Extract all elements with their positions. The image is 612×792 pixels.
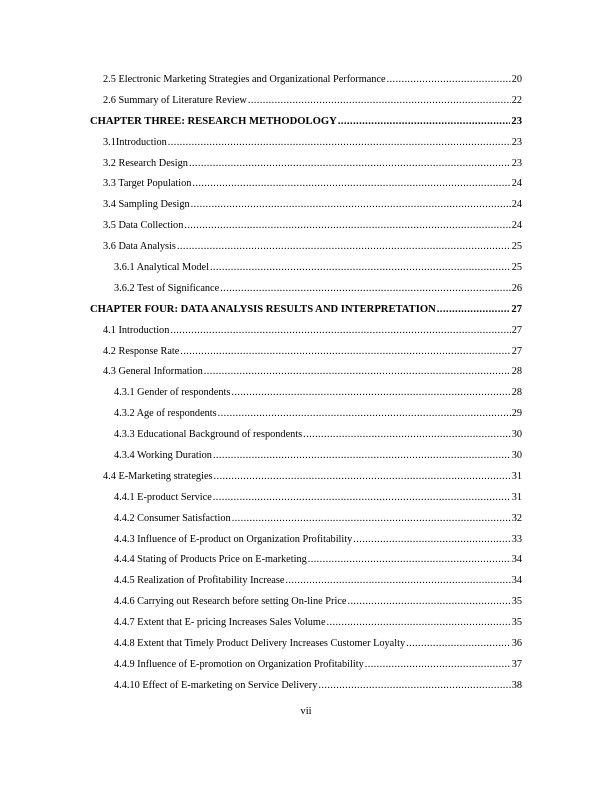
toc-entry-title: 4.3.4 Working Duration — [114, 450, 212, 462]
dot-leader — [231, 383, 510, 404]
toc-entry-page: 20 — [511, 74, 522, 85]
toc-entry[interactable] — [90, 154, 522, 175]
toc-entry-title: 4.2 Response Rate — [103, 345, 180, 357]
dot-leader — [180, 342, 510, 363]
toc-entry[interactable] — [90, 446, 522, 467]
toc-entry[interactable] — [90, 91, 522, 112]
toc-entry[interactable] — [90, 550, 522, 571]
toc-entry-title: 4.4.1 E-product Service — [114, 491, 212, 503]
toc-entry[interactable] — [90, 237, 522, 258]
toc-entry-page: 24 — [511, 178, 522, 190]
dot-leader — [168, 133, 511, 154]
dot-leader — [189, 154, 511, 175]
toc-entry-title: 4.4.10 Effect of E-marketing on Service Delivery — [114, 679, 318, 691]
table-of-contents — [90, 70, 522, 697]
toc-entry-page: 35 — [511, 617, 522, 629]
toc-entry[interactable] — [90, 404, 522, 425]
dot-leader — [213, 488, 511, 509]
toc-chapter-entry[interactable] — [90, 300, 522, 321]
toc-entry[interactable] — [90, 383, 522, 404]
toc-entry[interactable] — [90, 655, 522, 676]
toc-entry-title: 3.6 Data Analysis — [103, 241, 176, 253]
toc-entry-title: CHAPTER FOUR: DATA ANALYSIS RESULTS AND INTERPRETATION — [90, 303, 436, 315]
toc-entry[interactable] — [90, 425, 522, 446]
toc-entry[interactable] — [90, 488, 522, 509]
dot-leader — [204, 362, 511, 383]
toc-entry-page: 22 — [511, 94, 522, 106]
toc-entry-title: 4.4.8 Extent that Timely Product Delivery Increases Customer Loyalty — [114, 638, 406, 650]
toc-entry-page: 27 — [511, 324, 522, 336]
toc-entry-page: 26 — [511, 282, 522, 294]
toc-entry-title: 4.1 Introduction — [103, 324, 170, 336]
dot-leader — [248, 91, 511, 112]
toc-entry-page: 32 — [511, 512, 522, 524]
toc-chapter-entry[interactable] — [90, 112, 522, 133]
dot-leader — [303, 425, 511, 446]
toc-entry[interactable] — [90, 174, 522, 195]
toc-entry[interactable] — [90, 634, 522, 655]
toc-entry-title: 4.4.3 Influence of E-product on Organization Profitability — [114, 533, 353, 545]
toc-entry-page: 30 — [511, 429, 522, 441]
toc-entry-page: 30 — [511, 450, 522, 462]
dot-leader — [365, 655, 511, 676]
dot-leader — [347, 592, 510, 613]
toc-entry-page: 27 — [511, 303, 522, 315]
toc-entry[interactable] — [90, 509, 522, 530]
toc-entry-title: 4.3 General Information — [103, 366, 203, 378]
toc-entry-title: 4.3.2 Age of respondents — [114, 408, 217, 420]
dot-leader — [191, 195, 511, 216]
dot-leader — [192, 174, 510, 195]
toc-entry-title: 3.5 Data Collection — [103, 220, 184, 232]
dot-leader — [220, 279, 511, 300]
page-number: vii — [300, 706, 312, 717]
toc-entry[interactable] — [90, 530, 522, 551]
toc-entry-title: CHAPTER THREE: RESEARCH METHODOLOGY — [90, 115, 337, 127]
toc-entry-title: 3.6.2 Test of Significance — [114, 282, 220, 294]
toc-entry[interactable] — [90, 258, 522, 279]
toc-entry-title: 4.4 E-Marketing strategies — [103, 470, 213, 482]
dot-leader — [184, 216, 510, 237]
toc-entry-title: 2.5 Electronic Marketing Strategies and Organizational Performance — [103, 74, 386, 85]
toc-entry-page: 23 — [511, 136, 522, 148]
dot-leader — [308, 550, 511, 571]
dot-leader — [170, 321, 510, 342]
dot-leader — [285, 571, 510, 592]
toc-entry[interactable] — [90, 216, 522, 237]
toc-entry-page: 31 — [511, 470, 522, 482]
toc-entry[interactable] — [90, 676, 522, 697]
toc-entry-page: 31 — [511, 491, 522, 503]
toc-entry-title: 4.4.6 Carrying out Research before setting On-line Price — [114, 596, 347, 608]
dot-leader — [213, 446, 511, 467]
toc-entry-title: 4.4.9 Influence of E-promotion on Organization Profitability — [114, 658, 364, 670]
toc-entry[interactable] — [90, 342, 522, 363]
toc-entry-title: 4.3.3 Educational Background of respondents — [114, 429, 303, 441]
toc-entry-title: 3.1Introduction — [103, 136, 167, 148]
toc-entry-page: 25 — [511, 262, 522, 274]
dot-leader — [232, 509, 511, 530]
toc-entry[interactable] — [90, 70, 522, 91]
toc-entry[interactable] — [90, 592, 522, 613]
toc-entry-title: 3.3 Target Population — [103, 178, 192, 190]
toc-entry-page: 23 — [511, 157, 522, 169]
toc-entry[interactable] — [90, 321, 522, 342]
toc-entry-page: 38 — [511, 679, 522, 691]
dot-leader — [318, 676, 510, 697]
toc-entry-page: 25 — [511, 241, 522, 253]
toc-entry-page: 27 — [511, 345, 522, 357]
toc-entry-page: 37 — [511, 658, 522, 670]
dot-leader — [338, 112, 511, 133]
dot-leader — [177, 237, 511, 258]
dot-leader — [327, 613, 511, 634]
toc-entry-page: 34 — [511, 554, 522, 566]
toc-entry-title: 4.3.1 Gender of respondents — [114, 387, 231, 399]
dot-leader — [218, 404, 511, 425]
dot-leader — [406, 634, 511, 655]
toc-entry-title: 3.6.1 Analytical Model — [114, 262, 209, 274]
toc-entry-page: 28 — [511, 387, 522, 399]
toc-entry-page: 34 — [511, 575, 522, 587]
toc-entry-title: 4.4.7 Extent that E- pricing Increases Sales Volume — [114, 617, 326, 629]
toc-entry[interactable] — [90, 133, 522, 154]
toc-entry-title: 3.2 Research Design — [103, 157, 188, 169]
toc-entry-title: 4.4.4 Stating of Products Price on E-marketing — [114, 554, 307, 566]
toc-entry-page: 23 — [511, 115, 522, 127]
toc-entry-page: 28 — [511, 366, 522, 378]
dot-leader — [353, 530, 510, 551]
toc-entry[interactable] — [90, 279, 522, 300]
toc-entry-title: 4.4.2 Consumer Satisfaction — [114, 512, 231, 524]
toc-entry-page: 33 — [511, 533, 522, 545]
dot-leader — [214, 467, 511, 488]
toc-entry-page: 24 — [511, 220, 522, 232]
toc-entry-page: 35 — [511, 596, 522, 608]
toc-entry-title: 3.4 Sampling Design — [103, 199, 190, 211]
toc-entry[interactable] — [90, 613, 522, 634]
toc-entry-title: 4.4.5 Realization of Profitability Increase — [114, 575, 285, 587]
toc-entry-page: 29 — [511, 408, 522, 420]
toc-entry[interactable] — [90, 467, 522, 488]
toc-entry[interactable] — [90, 571, 522, 592]
toc-entry-page: 24 — [511, 199, 522, 211]
toc-entry-title: 2.6 Summary of Literature Review — [103, 94, 247, 106]
dot-leader — [387, 70, 511, 91]
toc-entry[interactable] — [90, 362, 522, 383]
toc-entry-page: 36 — [511, 638, 522, 650]
dot-leader — [437, 300, 511, 321]
dot-leader — [210, 258, 511, 279]
toc-entry[interactable] — [90, 195, 522, 216]
